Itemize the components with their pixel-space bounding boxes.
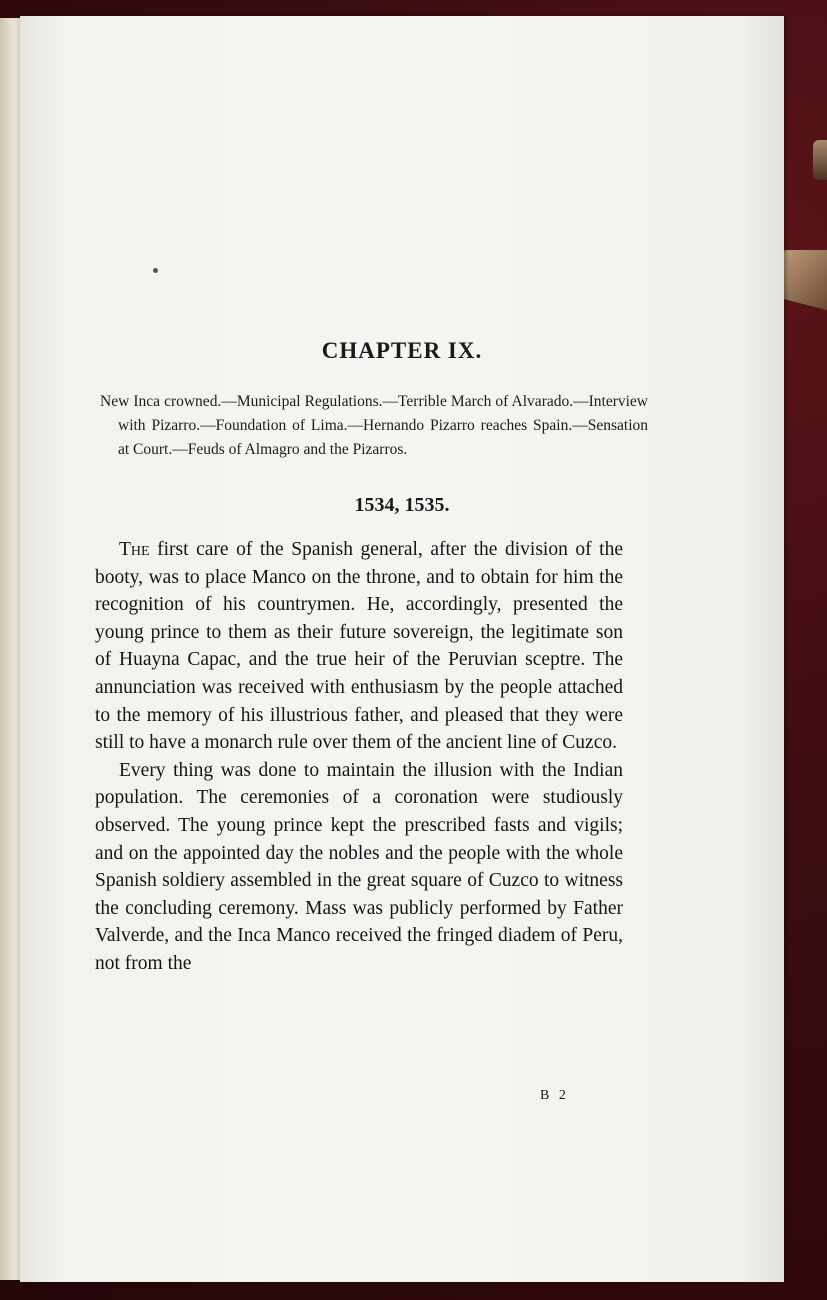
- chapter-summary: New Inca crowned.—Municipal Regulations.—Terrible March of Alvarado.—Interview with Pizarro.—Foundation of Lima.—Hernando Pizarro reaches Spain.—Sensation at Court.—Feuds of Almagro and the Pizarros.: [100, 393, 648, 458]
- chapter-title: CHAPTER IX.: [321, 338, 483, 363]
- signature-mark: B 2: [540, 1088, 569, 1103]
- clasp-upper: [813, 140, 827, 180]
- paragraph-2: Every thing was done to maintain the illusion with the Indian population. The ceremonies of a coronation were studiously observed. The young prince kept the prescribed fasts and vigils; and on the appointed day the nobles and the people with the whole Spanish soldiery assembled in the great square of Cuzco to witness the concluding ceremony. Mass was publicly performed by Father Valverde, and the Inca Manco received the fringed diadem of Peru, not from the: [95, 759, 623, 974]
- page-speck: [153, 268, 158, 273]
- paragraph-1: [95, 536, 623, 757]
- chapter-years: 1534, 1535.: [354, 494, 450, 516]
- paragraph-1-lead-word: The: [119, 539, 150, 560]
- body-text: [95, 536, 623, 978]
- paragraph-1-text: first care of the Spanish general, after the division of the booty, was to place Manco on the throne, and to obtain for him the recognition of his countrymen. He, accordingly, presented the young prince to them as their future sovereign, the legitimate son of Huayna Capac, and the true heir of the Peruvian sceptre. The annunciation was received with enthusiasm by the people attached to the memory of his illustrious father, and pleased that they were still to have a monarch rule over them of the ancient line of Cuzco.: [95, 539, 623, 754]
